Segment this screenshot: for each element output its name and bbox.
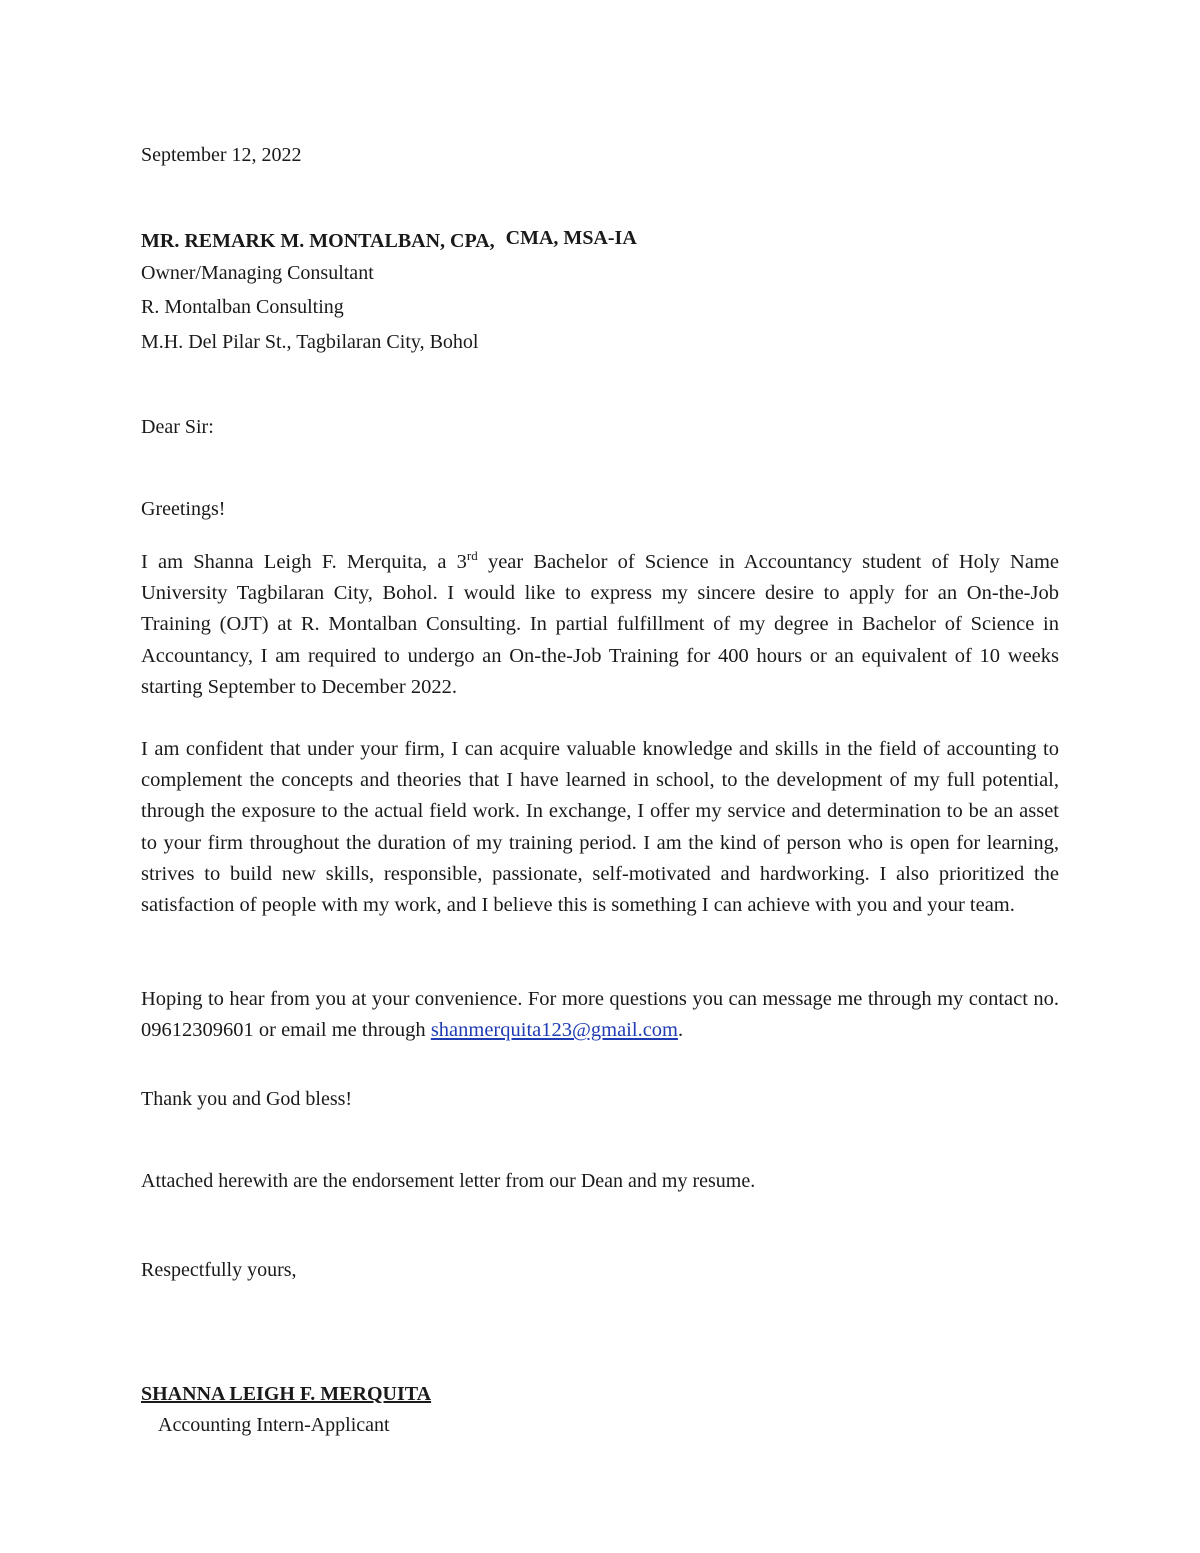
email-link[interactable]: shanmerquita123@gmail.com	[430, 1019, 678, 1042]
recipient-name-part1: MR. REMARK M. MONTALBAN, CPA,	[141, 230, 495, 252]
recipient-name-part2: CMA, MSA-IA	[505, 227, 637, 249]
ordinal-suffix: rd	[466, 548, 478, 563]
greeting: Greetings!	[141, 498, 226, 520]
signature-name: SHANNA LEIGH F. MERQUITA	[141, 1383, 432, 1405]
salutation: Dear Sir:	[141, 416, 214, 438]
signature-role: Accounting Intern-Applicant	[158, 1414, 390, 1436]
thanks-line: Thank you and God bless!	[141, 1088, 353, 1110]
closing: Respectfully yours,	[141, 1259, 297, 1281]
recipient-name	[141, 227, 637, 253]
body-paragraph-2: I am confident that under your firm, I can acquire valuable knowledge and skills in the field of accounting to complement the concepts and theories that I have learned in school, to the development of my full potential, through the exposure to the actual field work. In exchange, I offer my service and determination to be an asset to your firm throughout the duration of my training period. I am the kind of person who is open for learning, strives to build new skills, responsible, passionate, self-motivated and hardworking. I also prioritized the satisfaction of people with my work, and I believe this is something I can achieve with you and your team.	[141, 738, 1059, 917]
body-paragraph-1: I am Shanna Leigh F. Merquita, a 3rd year Bachelor of Science in Accountancy student of Holy Name University Tagbilaran City, Bohol. I would like to express my sincere desire to apply for an On-the-Job Training (OJT) at R. Montalban Consulting. In partial fulfillment of my degree in Bachelor of Science in Accountancy, I am required to undergo an On-the-Job Training for 400 hours or an equivalent of 10 weeks starting September to December 2022.	[141, 548, 1059, 698]
recipient-company: R. Montalban Consulting	[141, 296, 344, 318]
attachment-note: Attached herewith are the endorsement letter from our Dean and my resume.	[141, 1170, 756, 1192]
recipient-title: Owner/Managing Consultant	[141, 262, 374, 284]
letter-date: September 12, 2022	[141, 144, 302, 166]
body-paragraph-3: Hoping to hear from you at your convenience. For more questions you can message me through my contact no. 09612309601 or email me through shanmerquita123@gmail.com.	[141, 988, 1059, 1042]
recipient-address: M.H. Del Pilar St., Tagbilaran City, Bohol	[141, 331, 479, 353]
